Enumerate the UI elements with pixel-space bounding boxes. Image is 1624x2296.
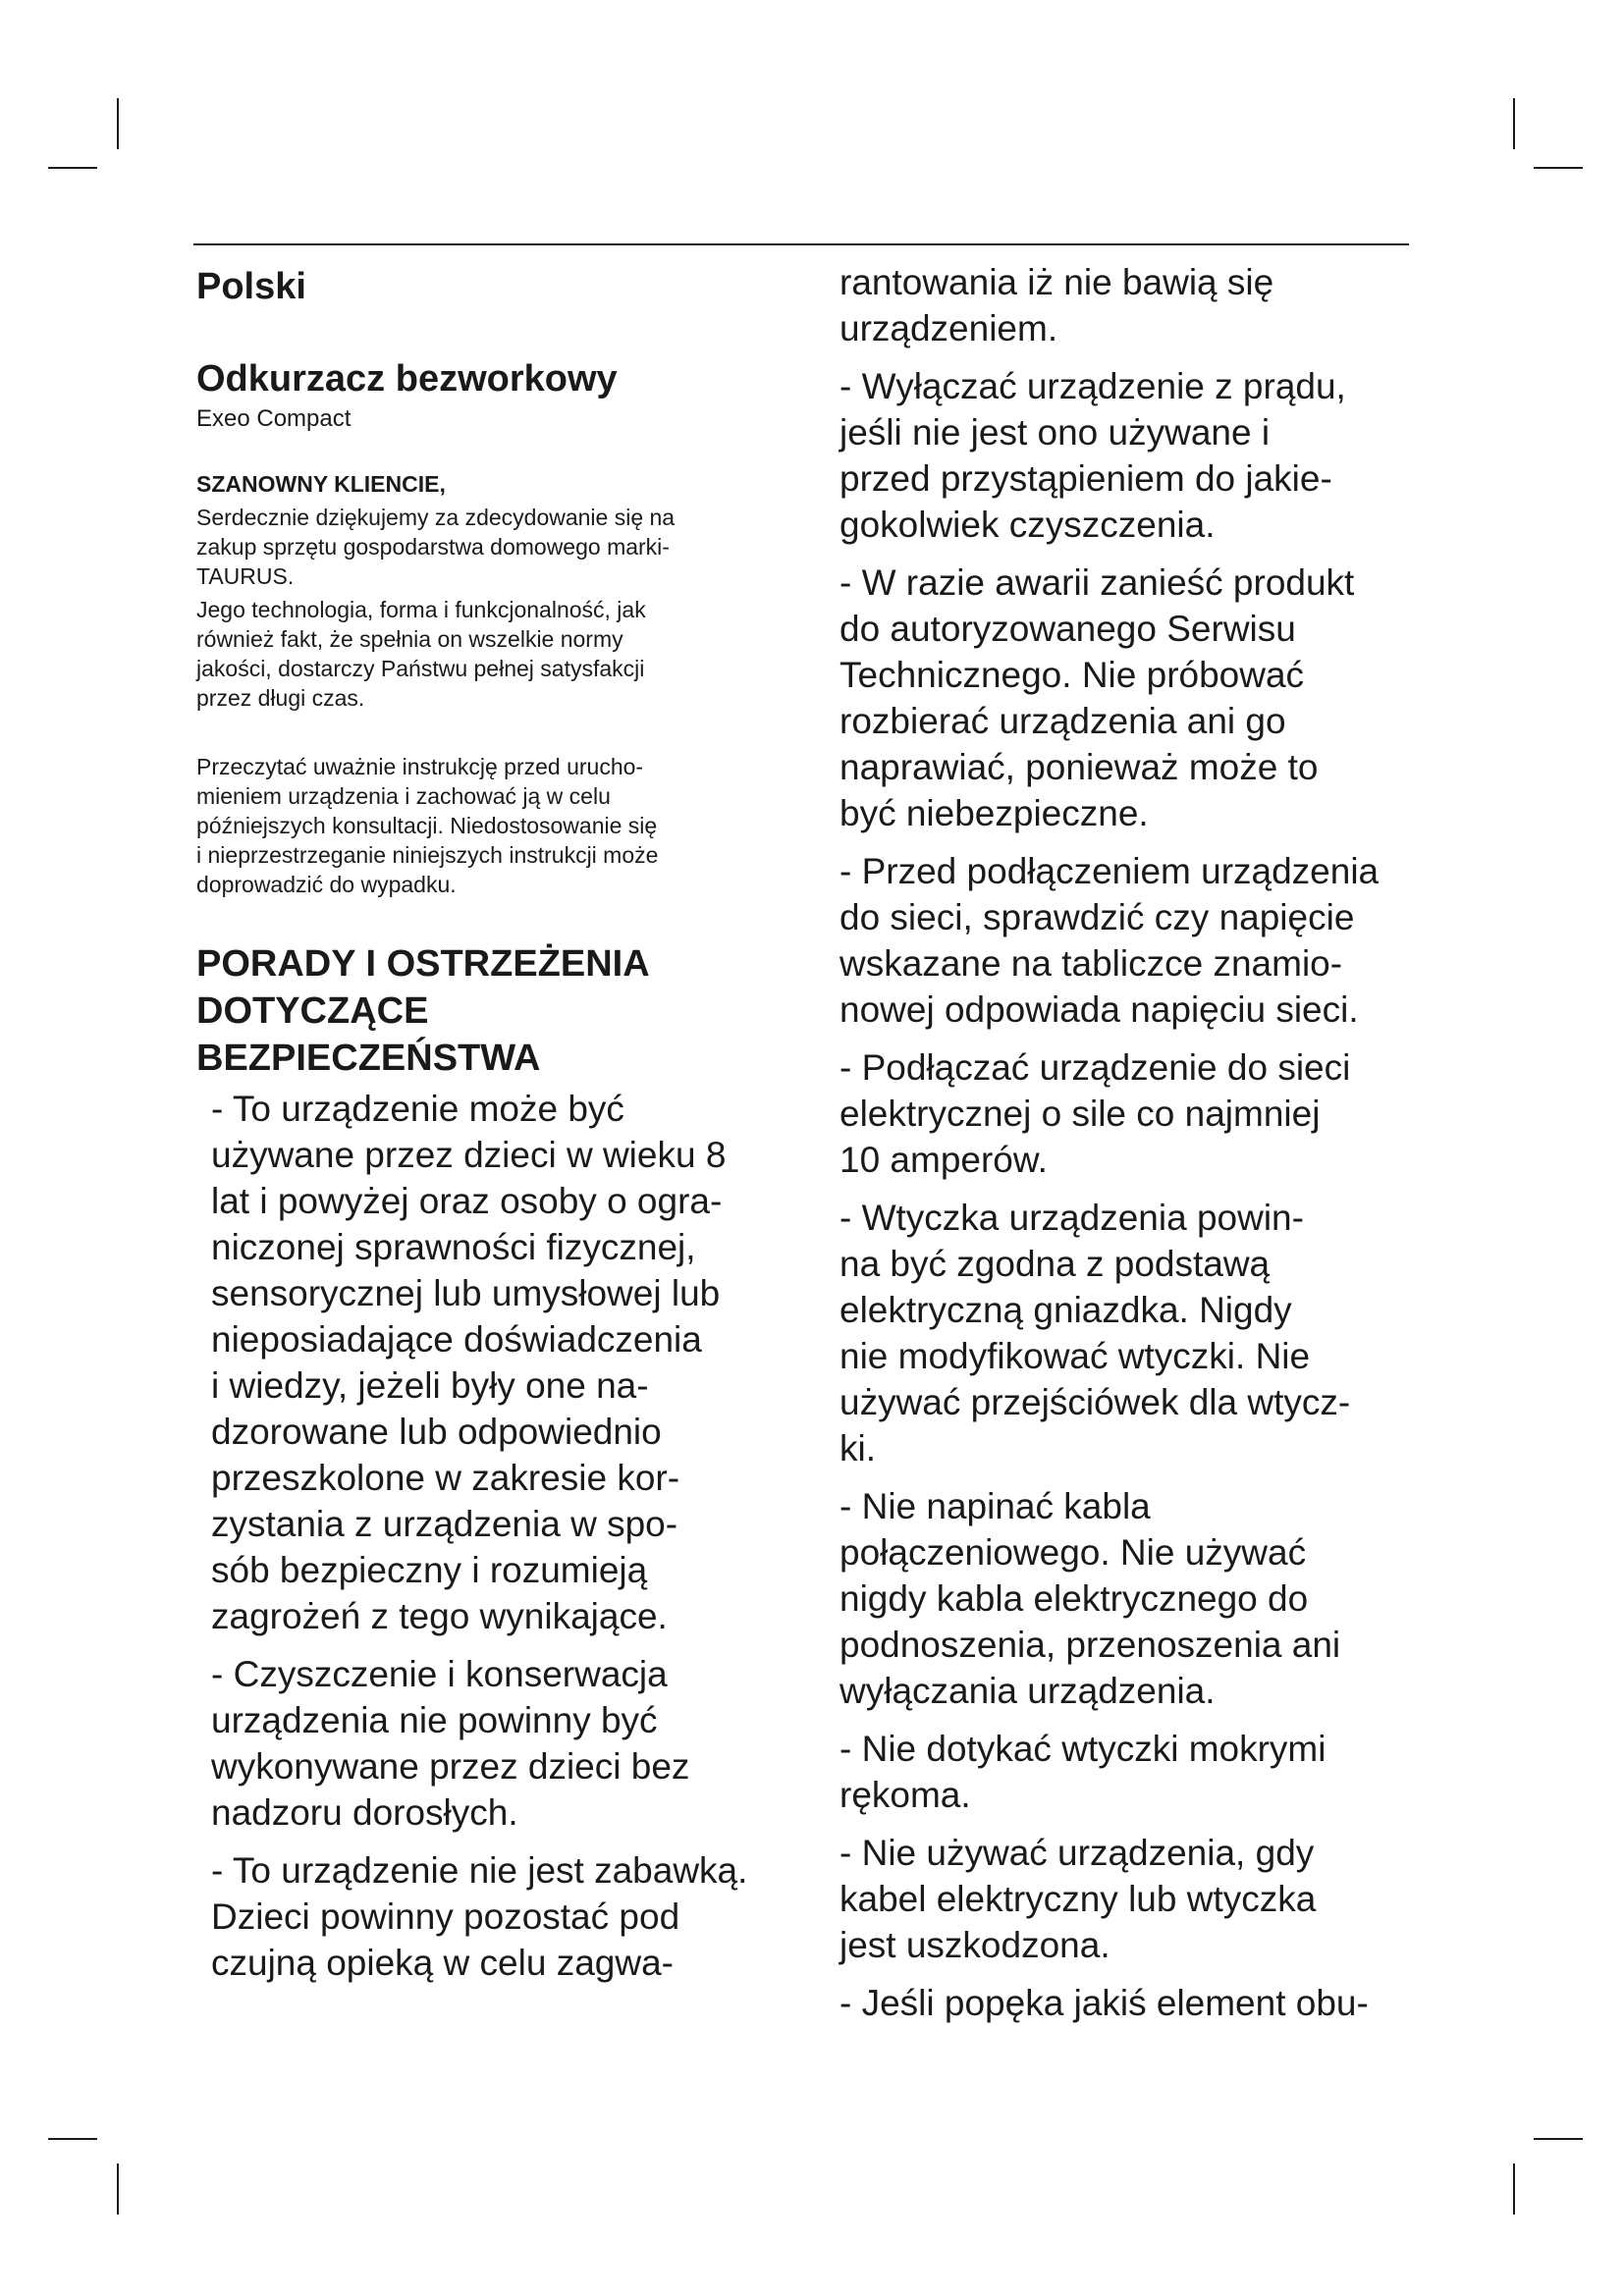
product-title: Odkurzacz bezworkowy [196, 358, 618, 400]
safety-item: - To urządzenie może być używane przez dzieci w wieku 8 lat i powyżej oraz osoby o ogra- niczonej sprawności fizycznej, sensorycznej lub umysłowej lub nieposiadające doświadczenia i wiedzy, jeżeli były one na- dzorowane lub odpowiednio przeszkolone w zakresie kor- zystania z urządzenia w spo- sób bezpieczny i rozumieją zagrożeń z tego wynikające. [211, 1089, 727, 1636]
crop-mark-top-left-horizontal [48, 167, 97, 169]
right-column [839, 259, 1448, 2038]
crop-mark-bottom-right-vertical [1513, 2163, 1515, 2215]
greeting: SZANOWNY KLIENCIE, [196, 471, 446, 497]
language-heading: Polski [196, 266, 306, 307]
intro-paragraph-technology: Jego technologia, forma i funkcjonalność, jak również fakt, że spełnia on wszelkie normy jakości, dostarczy Państwu pełnej satysfakcji przez długi czas. [196, 597, 646, 711]
crop-mark-top-right-horizontal [1534, 167, 1583, 169]
left-column [196, 263, 825, 1998]
crop-mark-bottom-left-horizontal [48, 2138, 97, 2140]
safety-item: - Wyłączać urządzenie z prądu, jeśli nie jest ono używane i przed przystąpieniem do jakie- gokolwiek czyszczenia. [839, 366, 1346, 545]
crop-mark-bottom-right-horizontal [1534, 2138, 1583, 2140]
intro-paragraph-thanks: Serdecznie dziękujemy za zdecydowanie się na zakup sprzętu gospodarstwa domowego marki- TAURUS. [196, 505, 676, 589]
crop-mark-top-right-vertical [1513, 98, 1515, 149]
safety-item: - Nie używać urządzenia, gdy kabel elektryczny lub wtyczka jest uszkodzona. [839, 1833, 1317, 1965]
safety-item: - Nie dotykać wtyczki mokrymi rękoma. [839, 1729, 1326, 1815]
crop-mark-bottom-left-vertical [117, 2163, 119, 2215]
safety-item: - To urządzenie nie jest zabawką. Dzieci powinny pozostać pod czujną opieką w celu zagwa- [211, 1850, 748, 1983]
safety-item: - Czyszczenie i konserwacja urządzenia nie powinny być wykonywane przez dzieci bez nadzoru dorosłych. [211, 1654, 690, 1833]
safety-item: - Przed podłączeniem urządzenia do sieci, sprawdzić czy napięcie wskazane na tabliczce znamio- nowej odpowiada napięciu sieci. [839, 851, 1380, 1030]
intro-paragraph-instructions: Przeczytać uważnie instrukcję przed urucho- mieniem urządzenia i zachować ją w celu późniejszych konsultacji. Niedostosowanie się i nieprzestrzeganie niniejszych instrukcji może doprowadzić do wypadku. [196, 754, 659, 897]
product-model: Exeo Compact [196, 405, 352, 432]
header-rule [193, 243, 1409, 245]
safety-item: - Wtyczka urządzenia powin- na być zgodna z podstawą elektryczną gniazdka. Nigdy nie modyfikować wtyczki. Nie używać przejściówek dla wtycz- ki. [839, 1198, 1351, 1468]
safety-item: - Podłączać urządzenie do sieci elektrycznej o sile co najmniej 10 amperów. [839, 1047, 1351, 1180]
crop-mark-top-left-vertical [117, 98, 119, 149]
safety-item: - Nie napinać kabla połączeniowego. Nie używać nigdy kabla elektrycznego do podnoszenia, przenoszenia ani wyłączania urządzenia. [839, 1486, 1341, 1711]
safety-item: - Jeśli popęka jakiś element obu- [839, 1983, 1369, 2023]
safety-section-title: PORADY I OSTRZEŻENIA DOTYCZĄCE BEZPIECZEŃSTWA [196, 943, 650, 1079]
safety-item: - W razie awarii zanieść produkt do autoryzowanego Serwisu Technicznego. Nie próbować rozbierać urządzenia ani go naprawiać, ponieważ może to być niebezpieczne. [839, 562, 1355, 833]
safety-item: rantowania iż nie bawią się urządzeniem. [839, 262, 1274, 348]
